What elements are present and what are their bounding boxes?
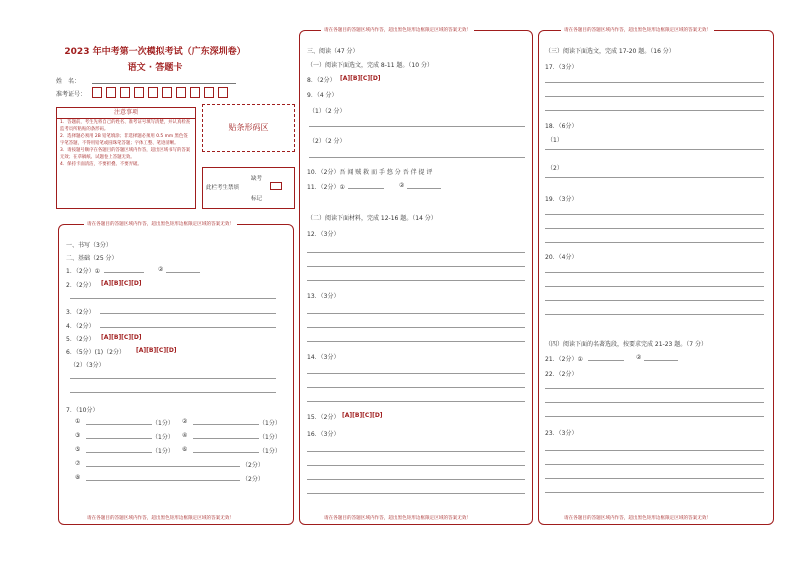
exam-number-box[interactable] <box>176 87 186 98</box>
q16-line[interactable] <box>307 451 525 452</box>
q7-points: （1分） <box>152 434 174 441</box>
q5-options[interactable]: [A][B][C][D] <box>101 334 142 341</box>
warning-bottom-1: 请在各题目的答题区域内作答，超出黑色矩形边框限定区域的答案无效！ <box>84 515 237 521</box>
q7-points: （2分） <box>242 476 264 483</box>
q7-blank-8[interactable] <box>86 480 240 481</box>
q7-blank-6[interactable] <box>193 452 259 453</box>
q9-part1: （1）（2 分） <box>309 108 346 115</box>
q7-item-3: ③ <box>75 432 81 439</box>
q13-label: 13．（3分） <box>307 293 340 300</box>
exam-number-box[interactable] <box>190 87 200 98</box>
exam-number-box[interactable] <box>218 87 228 98</box>
q18-part2: （2） <box>547 165 563 172</box>
q6-options[interactable]: [A][B][C][D] <box>136 347 177 354</box>
warning-bottom-2: 请在各题目的答题区域内作答，超出黑色矩形边框限定区域的答案无效！ <box>321 515 474 521</box>
q9-label: 9．（4 分） <box>307 92 338 99</box>
q11-blank-2[interactable] <box>407 188 441 189</box>
q14-line[interactable] <box>307 373 525 374</box>
q18-label: 18．（6分） <box>545 123 578 130</box>
q21-label-b: ② <box>636 354 642 361</box>
warning-top-2: 请在各题目的答题区域内作答，超出黑色矩形边框限定区域的答案无效！ <box>321 27 474 33</box>
q20-line[interactable] <box>545 300 764 301</box>
q23-line[interactable] <box>545 492 764 493</box>
reading-part-4: （四）阅读下面的名著选段，按要求完成 21-23 题。（7 分） <box>545 341 707 348</box>
q22-line[interactable] <box>545 402 764 403</box>
q12-line[interactable] <box>307 252 525 253</box>
q15-label: 15．（2分） <box>307 414 340 421</box>
q12-line[interactable] <box>307 266 525 267</box>
section-reading: 三、阅读（47 分） <box>307 48 359 55</box>
q7-item-5: ⑤ <box>75 446 81 453</box>
section-basics: 二、基础（25 分） <box>66 255 118 262</box>
q6-line-1[interactable] <box>70 378 276 379</box>
q23-line[interactable] <box>545 450 764 451</box>
section-writing: 一、书写（3分） <box>66 242 112 249</box>
q8-label: 8．（2分） <box>307 77 336 84</box>
name-field[interactable] <box>92 83 236 84</box>
q3-label: 3．（2分） <box>66 309 95 316</box>
reading-part-1: （一）阅读下面选文，完成 8-11 题。（10 分） <box>307 62 433 69</box>
mark-word: 标记 <box>251 196 263 202</box>
q20-line[interactable] <box>545 272 764 273</box>
warning-top-1: 请在各题目的答题区域内作答，超出黑色矩形边框限定区域的答案无效！ <box>84 221 237 227</box>
q22-line[interactable] <box>545 388 764 389</box>
q6-line-2[interactable] <box>70 392 276 393</box>
q11-blank-1[interactable] <box>348 188 384 189</box>
warning-top-3: 请在各题目的答题区域内作答，超出黑色矩形边框限定区域的答案无效！ <box>561 27 714 33</box>
q17-line[interactable] <box>545 96 764 97</box>
q17-line[interactable] <box>545 110 764 111</box>
absent-mark-box <box>202 167 295 209</box>
q21-label: 21．（2分）① <box>545 356 583 363</box>
exam-number-box[interactable] <box>148 87 158 98</box>
q19-label: 19．（3分） <box>545 196 578 203</box>
q4-label: 4．（2分） <box>66 323 95 330</box>
q5-label: 5．（2分） <box>66 336 95 343</box>
exam-number-box[interactable] <box>120 87 130 98</box>
q7-points: （2分） <box>242 462 264 469</box>
q1-label: 1．（2分）① <box>66 268 101 275</box>
q7-points: （1分） <box>259 420 281 427</box>
answer-card-subtitle: 语文 · 答题卡 <box>127 63 183 73</box>
q13-line[interactable] <box>307 341 525 342</box>
exam-number-box[interactable] <box>92 87 102 98</box>
q1-blank-1[interactable] <box>104 272 144 273</box>
q23-line[interactable] <box>545 464 764 465</box>
q20-label: 20．（4分） <box>545 254 578 261</box>
q19-line[interactable] <box>545 242 764 243</box>
q3-line[interactable] <box>100 313 276 314</box>
q7-blank-1[interactable] <box>86 424 152 425</box>
q9-line-2[interactable] <box>309 157 525 158</box>
notice-item: 2．选择题必须用 2B 铅笔填涂；非选择题必须用 0.5 mm 黑色签字笔答题，不得用铅笔或圆珠笔答题；字体工整、笔迹清晰。 <box>60 134 188 146</box>
q7-item-1: ① <box>75 418 81 425</box>
q18-line[interactable] <box>545 177 764 178</box>
q4-line[interactable] <box>100 327 276 328</box>
absent-mark-checkbox[interactable] <box>270 182 282 190</box>
q7-item-6: ⑥ <box>182 446 188 453</box>
q22-label: 22．（2分） <box>545 371 578 378</box>
q7-points: （1分） <box>152 420 174 427</box>
q9-part2: （2）（2 分） <box>309 138 346 145</box>
warning-bottom-3: 请在各题目的答题区域内作答，超出黑色矩形边框限定区域的答案无效！ <box>561 515 714 521</box>
q11-label-b: ② <box>399 182 405 189</box>
q22-line[interactable] <box>545 416 764 417</box>
q14-line[interactable] <box>307 387 525 388</box>
q7-points: （1分） <box>259 448 281 455</box>
exam-number-box[interactable] <box>204 87 214 98</box>
q20-line[interactable] <box>545 286 764 287</box>
q7-blank-7[interactable] <box>86 466 240 467</box>
q7-blank-4[interactable] <box>193 438 259 439</box>
q6-label: 6．（5分）(1)（2分） <box>66 349 125 356</box>
q16-line[interactable] <box>307 465 525 466</box>
q7-points: （1分） <box>152 448 174 455</box>
q1-blank-2[interactable] <box>166 272 200 273</box>
q12-line[interactable] <box>307 280 525 281</box>
q7-blank-5[interactable] <box>86 452 152 453</box>
q8-options[interactable]: [A][B][C][D] <box>340 75 381 82</box>
q10-label: 10．（2分）吾 闻 贼 救 而 手 悠 分 吾 伴 提 评 <box>307 169 433 176</box>
q11-label: 11．（2分）① <box>307 184 345 191</box>
q16-line[interactable] <box>307 493 525 494</box>
barcode-area: 贴条形码区 <box>202 104 295 152</box>
notice-box <box>56 107 196 209</box>
q7-blank-3[interactable] <box>86 438 152 439</box>
q23-line[interactable] <box>545 478 764 479</box>
q13-line[interactable] <box>307 313 525 314</box>
q16-line[interactable] <box>307 479 525 480</box>
q21-blank-2[interactable] <box>644 360 678 361</box>
notice-heading: 注意事项 <box>57 108 195 119</box>
exam-title: 2023 年中考第一次模拟考试（广东深圳卷） <box>64 47 246 57</box>
exam-number-box[interactable] <box>134 87 144 98</box>
q14-label: 14．（3分） <box>307 354 340 361</box>
q9-line-1[interactable] <box>309 126 525 127</box>
exam-number-label: 准考证号： <box>56 91 87 98</box>
q20-line[interactable] <box>545 314 764 315</box>
name-label: 姓 名： <box>56 78 81 85</box>
notice-item: 3．请按题号顺序在各题目的答题区域内作答，超出区域书写的答案无效；在草稿纸、试题卷上答题无效。 <box>60 148 191 160</box>
q18-line[interactable] <box>545 149 764 150</box>
exam-number-box[interactable] <box>106 87 116 98</box>
q16-label: 16．（3分） <box>307 431 340 438</box>
q17-line[interactable] <box>545 82 764 83</box>
q2-label: 2．（2分） <box>66 282 95 289</box>
q18-part1: （1） <box>547 137 563 144</box>
q23-label: 23．（3分） <box>545 430 578 437</box>
notice-item: 4．保持卡面清洁，不要折叠、不要弄破。 <box>60 162 142 167</box>
q12-label: 12．（3分） <box>307 231 340 238</box>
q7-points: （1分） <box>259 434 281 441</box>
q1-label-b: ② <box>158 266 164 273</box>
reading-part-3: （三）阅读下面选文，完成 17-20 题。（16 分） <box>545 48 675 55</box>
q15-options[interactable]: [A][B][C][D] <box>342 412 383 419</box>
q17-label: 17．（3分） <box>545 64 578 71</box>
q7-item-8: ⑧ <box>75 474 81 481</box>
q13-line[interactable] <box>307 327 525 328</box>
q7-item-7: ⑦ <box>75 460 81 467</box>
q14-line[interactable] <box>307 401 525 402</box>
absent-label: 此栏考生禁填 <box>206 185 240 191</box>
q2-line[interactable] <box>70 298 276 299</box>
exam-number-box[interactable] <box>162 87 172 98</box>
q7-label: 7．（10分） <box>66 407 99 414</box>
q6-part2-label: （2）（3分） <box>70 362 105 369</box>
notice-item: 1．答题前，考生先将自己的姓名、准考证号填写清楚，并认真检查监考员所粘贴的条形码。 <box>60 120 191 132</box>
absent-word: 缺考 <box>251 176 263 182</box>
q2-options[interactable]: [A][B][C][D] <box>101 280 142 287</box>
reading-part-2: （二）阅读下面材料，完成 12-16 题。（14 分） <box>307 215 437 222</box>
q7-blank-2[interactable] <box>193 424 259 425</box>
q19-line[interactable] <box>545 228 764 229</box>
q7-item-4: ④ <box>182 432 188 439</box>
q7-item-2: ② <box>182 418 188 425</box>
q21-blank-1[interactable] <box>588 360 624 361</box>
q19-line[interactable] <box>545 214 764 215</box>
